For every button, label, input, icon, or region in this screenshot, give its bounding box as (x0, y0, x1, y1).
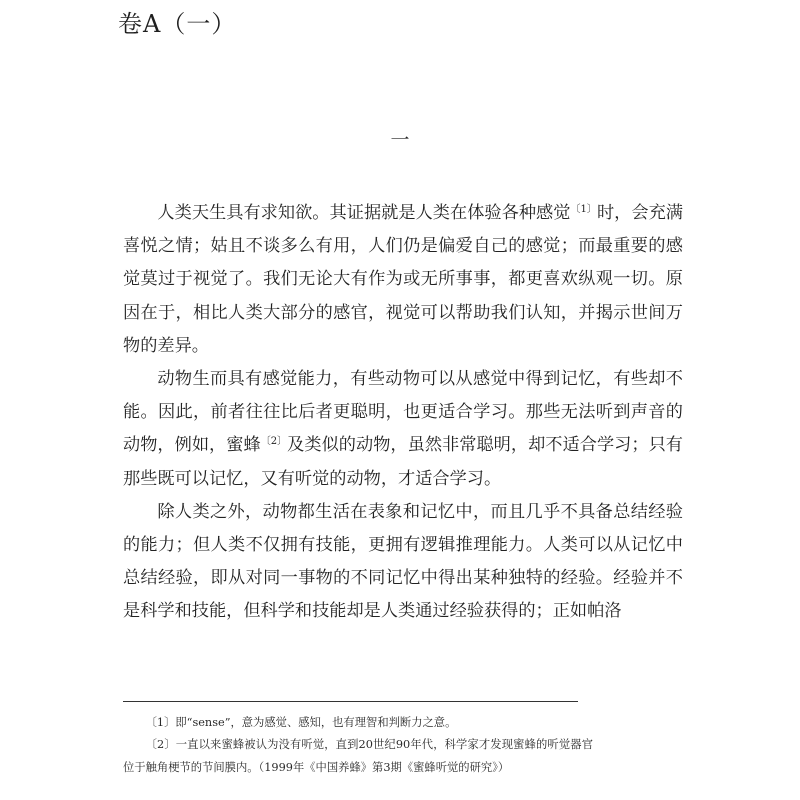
section-number: 一 (390, 129, 410, 151)
footnote-ref-2[interactable]: 〔2〕 (260, 436, 288, 448)
paragraph-1 (123, 197, 683, 363)
chapter-title: 卷A（一） (118, 10, 237, 38)
paragraph-1-text-a: 人类天生具有求知欲。其证据就是人类在体验各种感觉 (157, 203, 571, 223)
paragraph-3: 除人类之外，动物都生活在表象和记忆中，而且几乎不具备总结经验的能力；但人类不仅拥有技能，更拥有逻辑推理能力。人类可以从记忆中总结经验，即从对同一事物的不同记忆中得出某种独特的经验。经验并不是科学和技能，但科学和技能却是人类通过经验获得的；正如帕洛 (123, 501, 683, 622)
paragraph-2-text-b: 及类似的动物，虽然非常聪明，却不适合学习；只有那些既可以记忆，又有听觉的动物，才适合学习。 (123, 435, 683, 489)
paragraph-2 (123, 363, 683, 496)
footnote-divider (123, 701, 578, 702)
footnote-2: 〔2〕一直以来蜜蜂被认为没有听觉，直到20世纪90年代，科学家才发现蜜蜂的听觉器官位于触角梗节的节间膜内。（1999年《中国养蜂》第3期《蜜蜂听觉的研究》） (123, 738, 593, 774)
body-text (123, 197, 683, 629)
paragraph-1-text-b: 时，会充满喜悦之情；姑且不谈多么有用，人们仍是偏爱自己的感觉；而最重要的感觉莫过于视觉了。我们无论大有作为或无所事事，都更喜欢纵观一切。原因在于，相比人类大部分的感官，视觉可以帮助我们认知，并揭示世间万物的差异。 (123, 203, 683, 356)
footnote-ref-1[interactable]: 〔1〕 (570, 204, 597, 215)
paragraph-2-text-a: 动物生而具有感觉能力，有些动物可以从感觉中得到记忆，有些却不能。因此，前者往往比后者更聪明，也更适合学习。那些无法听到声音的动物，例如，蜜蜂 (123, 369, 683, 456)
footnotes (123, 712, 593, 779)
footnote-1: 〔1〕即“sense”，意为感觉、感知，也有理智和判断力之意。 (145, 716, 457, 729)
